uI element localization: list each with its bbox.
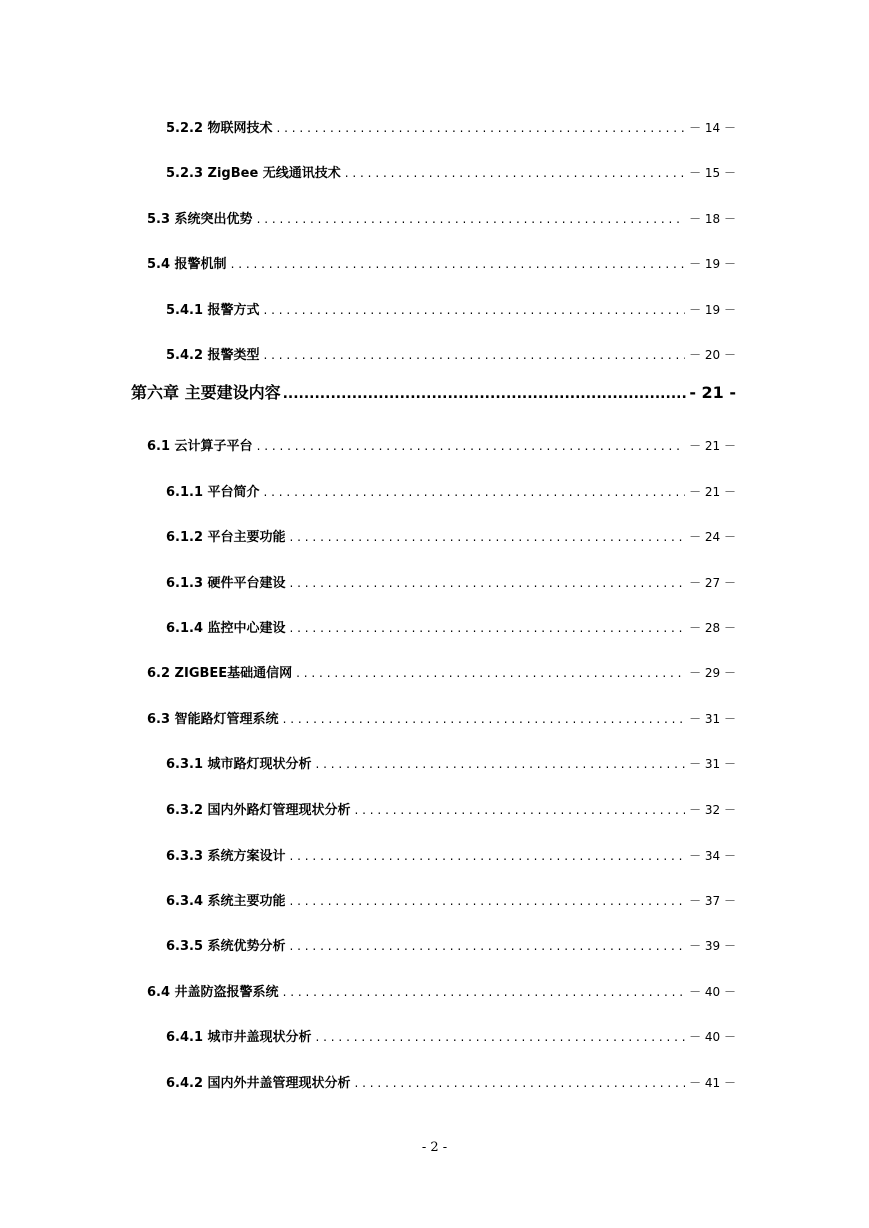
dot-leader xyxy=(277,119,686,137)
dot-leader xyxy=(290,528,686,546)
toc-chapter-entry[interactable] xyxy=(131,382,736,405)
toc-entry-label: 6.1.3 硬件平台建设 xyxy=(166,576,286,591)
dot-leader xyxy=(290,619,686,637)
toc-entry-page: － 21 － xyxy=(689,485,736,499)
toc-entry-page: － 37 － xyxy=(689,894,736,908)
toc-entry[interactable] xyxy=(147,983,736,1002)
dot-leader xyxy=(316,755,686,773)
toc-entry-label: 6.3.2 国内外路灯管理现状分析 xyxy=(166,803,351,818)
toc-entry-page: － 14 － xyxy=(689,121,736,135)
dot-leader xyxy=(345,164,685,182)
toc-entry[interactable] xyxy=(166,346,736,365)
dot-leader xyxy=(290,937,686,955)
dot-leader xyxy=(231,255,686,273)
page-number-footer: - 2 - xyxy=(421,1140,448,1155)
toc-entry-label: 6.2 ZIGBEE基础通信网 xyxy=(147,666,293,681)
toc-entry[interactable] xyxy=(166,119,736,138)
toc-entry-page: － 31 － xyxy=(689,757,736,771)
dot-leader xyxy=(290,574,686,592)
toc-entry[interactable] xyxy=(147,710,736,729)
toc-entry-label: 第六章 主要建设内容 xyxy=(131,383,281,402)
toc-entry[interactable] xyxy=(147,437,736,456)
toc-entry-page: － 32 － xyxy=(689,803,736,817)
toc-entry-page: － 40 － xyxy=(689,985,736,999)
toc-entry-page: － 20 － xyxy=(689,348,736,362)
toc-entry[interactable] xyxy=(166,619,736,638)
toc-entry-label: 6.3.5 系统优势分析 xyxy=(166,939,286,954)
toc-entry[interactable] xyxy=(166,892,736,911)
toc-entry-label: 6.3.3 系统方案设计 xyxy=(166,849,286,864)
dot-leader xyxy=(283,383,688,405)
toc-entry-page: － 21 － xyxy=(689,439,736,453)
toc-entry-label: 6.4.1 城市井盖现状分析 xyxy=(166,1030,312,1045)
toc-entry-page: － 29 － xyxy=(689,666,736,680)
toc-entry-label: 6.3.4 系统主要功能 xyxy=(166,894,286,909)
toc-entry-label: 5.4.2 报警类型 xyxy=(166,348,260,363)
toc-entry-page: － 31 － xyxy=(689,712,736,726)
toc-entry-label: 6.1.1 平台简介 xyxy=(166,485,260,500)
toc-entry-label: 6.3.1 城市路灯现状分析 xyxy=(166,757,312,772)
dot-leader xyxy=(355,801,686,819)
toc-entry-label: 5.4.1 报警方式 xyxy=(166,303,260,318)
toc-entry-label: 6.4.2 国内外井盖管理现状分析 xyxy=(166,1076,351,1091)
toc-entry-page: － 24 － xyxy=(689,530,736,544)
dot-leader xyxy=(283,710,686,728)
toc-entry[interactable] xyxy=(166,574,736,593)
toc-entry-page: － 19 － xyxy=(689,257,736,271)
toc-entry-label: 5.2.2 物联网技术 xyxy=(166,121,273,136)
toc-entry[interactable] xyxy=(166,1074,736,1093)
toc-entry[interactable] xyxy=(166,801,736,820)
dot-leader xyxy=(257,437,686,455)
toc-entry[interactable] xyxy=(166,937,736,956)
toc-entry[interactable] xyxy=(166,164,736,183)
toc-entry-page: － 18 － xyxy=(689,212,736,226)
dot-leader xyxy=(264,346,686,364)
toc-entry-page: － 27 － xyxy=(689,576,736,590)
dot-leader xyxy=(355,1074,686,1092)
dot-leader xyxy=(264,483,686,501)
dot-leader xyxy=(283,983,686,1001)
toc-entry-page: － 39 － xyxy=(689,939,736,953)
dot-leader xyxy=(264,301,686,319)
dot-leader xyxy=(290,892,686,910)
toc-entry-page: － 41 － xyxy=(689,1076,736,1090)
toc-entry-page: － 40 － xyxy=(689,1030,736,1044)
toc-entry[interactable] xyxy=(166,301,736,320)
toc-entry[interactable] xyxy=(147,210,736,229)
dot-leader xyxy=(257,210,686,228)
toc-entry-label: 6.3 智能路灯管理系统 xyxy=(147,712,279,727)
toc-entry-page: － 15 － xyxy=(689,166,736,180)
toc-entry[interactable] xyxy=(166,528,736,547)
toc-entry[interactable] xyxy=(166,847,736,866)
toc-entry-page: － 19 － xyxy=(689,303,736,317)
toc-entry-label: 6.4 井盖防盗报警系统 xyxy=(147,985,279,1000)
toc-entry-label: 5.2.3 ZigBee 无线通讯技术 xyxy=(166,166,341,181)
toc-entry[interactable] xyxy=(147,664,736,683)
dot-leader xyxy=(316,1028,686,1046)
toc-entry[interactable] xyxy=(147,255,736,274)
toc-entry-label: 6.1.2 平台主要功能 xyxy=(166,530,286,545)
toc-entry-label: 6.1 云计算子平台 xyxy=(147,439,253,454)
toc-entry[interactable] xyxy=(166,755,736,774)
toc-entry-page: － 34 － xyxy=(689,849,736,863)
toc-entry-page: － 28 － xyxy=(689,621,736,635)
toc-entry-page: - 21 - xyxy=(689,383,736,402)
toc-entry-label: 6.1.4 监控中心建设 xyxy=(166,621,286,636)
dot-leader xyxy=(296,664,685,682)
dot-leader xyxy=(290,847,686,865)
toc-entry-label: 5.4 报警机制 xyxy=(147,257,227,272)
toc-entry[interactable] xyxy=(166,1028,736,1047)
toc-entry-label: 5.3 系统突出优势 xyxy=(147,212,253,227)
toc-entry[interactable] xyxy=(166,483,736,502)
